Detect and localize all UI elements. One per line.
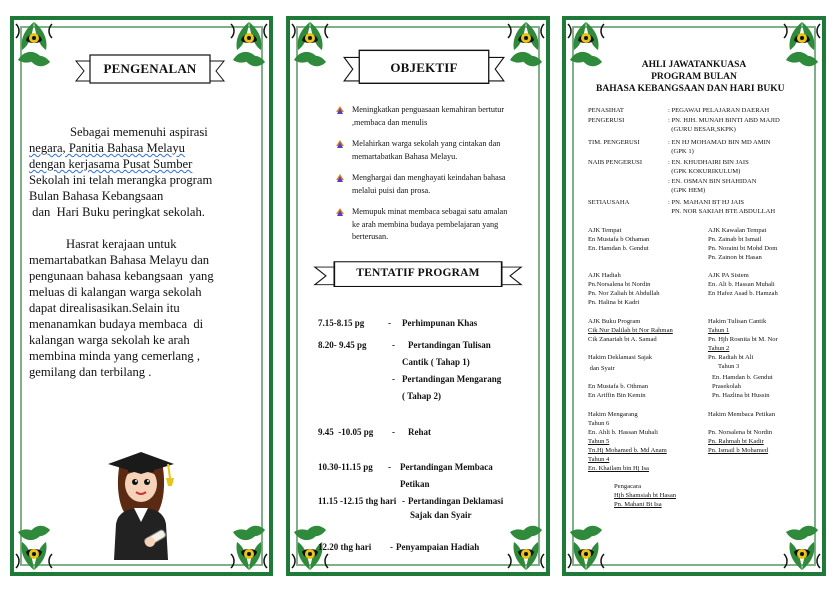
schedule-time: 12.20 thg hari: [318, 542, 372, 552]
committee-entry: En. Hamdan b. Gendut: [712, 374, 773, 381]
intro-line: gemilang dan terbilang .: [29, 365, 152, 379]
ornament-icon: [290, 20, 330, 70]
intro-line: meluas di kalangan warga sekolah: [29, 285, 202, 299]
committee-entry: AJK Kawalan Tempat: [708, 227, 767, 234]
schedule-dash: -: [390, 542, 393, 552]
committee-entry: Tahun 4: [588, 456, 610, 463]
ornament-icon: [14, 522, 54, 572]
committee-entry: Hakim Tulisan Cantik: [708, 318, 767, 325]
ornament-icon: [229, 20, 269, 70]
objective-item: Memupuk minat membaca sebagai satu amalan ke arah membina budaya pembelajaran yang berterusan.: [352, 207, 508, 241]
committee-entry: Hakim Deklamasi Sajak: [588, 354, 653, 361]
committee-entry: En. Ahli b. Hassan Muhali: [588, 429, 658, 436]
intro-line: memartabatkan Bahasa Melayu dan: [29, 253, 210, 267]
committee-entry: En Hafez Asad b. Hamzah: [708, 290, 778, 297]
role-name: : PN. MAHANI BT HJ JAIS: [668, 199, 745, 206]
committee-entry: Pn. Nor Zaliah bt Abdullah: [588, 290, 660, 297]
objective-item: Meningkatkan penguasaan kemahiran bertutur ,membaca dan menulis: [352, 105, 505, 127]
intro-line: Hasrat kerajaan untuk: [66, 237, 177, 251]
committee-entry: Pn. Mahani Bt Isa: [614, 501, 662, 508]
committee-entry: Pn. Hjh Rosnita bt M. Nor: [708, 336, 778, 343]
committee-entry: Hakim Membaca Petikan: [708, 411, 776, 418]
role-name: (GPK 1): [668, 148, 694, 155]
intro-line: Sekolah ini telah merangka program: [29, 173, 213, 187]
schedule-event: Petikan: [400, 479, 430, 489]
objective-item: Menghargai dan menghayati keindahan bahasa melalui puisi dan prosa.: [352, 173, 506, 195]
title-ribbon: [74, 53, 226, 87]
intro-line-text: dengan kerjasama Pusat Sumber: [29, 157, 193, 171]
ornament-icon: [229, 522, 269, 572]
schedule-dash: -: [392, 427, 395, 437]
schedule-event: ( Tahap 2): [402, 391, 442, 401]
panel-title: PENGENALAN: [103, 61, 197, 76]
schedule-ribbon: [312, 260, 524, 290]
committee-entry: Cik Nur Dalilah bt Nor Rahman: [588, 327, 673, 334]
schedule-dash: -: [388, 318, 391, 328]
intro-line: membina minda yang cemerlang ,: [29, 349, 201, 363]
committee-entry: Pn. Noraini bt Mohd Dom: [708, 245, 778, 252]
committee-title: BAHASA KEBANGSAAN DAN HARI BUKU: [596, 84, 785, 94]
schedule-event: Pertandingan Mengarang: [402, 374, 502, 384]
panel-pengenalan: [10, 16, 273, 576]
bullet-icon: [336, 140, 344, 148]
schedule-event: Penyampaian Hadiah: [396, 542, 480, 552]
committee-entry: En. Hamdan b. Gendut: [588, 245, 649, 252]
schedule-time: 11.15 -12.15 thg hari: [318, 496, 397, 506]
role-label: SETIAUSAHA: [588, 199, 630, 206]
committee-entry: Pengacara: [614, 483, 642, 490]
committee-entry: dan Syair: [588, 365, 615, 372]
panel-jawatankuasa: [562, 16, 826, 576]
role-name: : EN. OSMAN BIN SHAHIDAN: [668, 178, 757, 185]
intro-line: dapat direalisasikan.Selain itu: [29, 301, 180, 315]
committee-entry: Pn. Zainab bt Ismail: [708, 236, 762, 243]
committee-entry: Cik Zanariah bt A. Samad: [588, 336, 657, 343]
schedule-time: 9.45 -10.05 pg: [318, 427, 374, 437]
schedule-time: 7.15-8.15 pg: [318, 318, 365, 328]
intro-line: Bulan Bahasa Kebangsaan: [29, 189, 164, 203]
intro-line: Sebagai memenuhi aspirasi: [70, 125, 208, 139]
committee-entry: En. Khailam bin Hj Isa: [588, 465, 649, 472]
committee-entry: En Ariffin Bin Kemin: [588, 392, 646, 399]
committee-entry: Hjh Shamsiah bt Hasan: [614, 492, 677, 499]
intro-line: menanamkan budaya membaca di: [29, 317, 204, 331]
ornament-icon: [566, 522, 606, 572]
committee-entry: AJK PA Sistem: [708, 272, 749, 279]
panel-title: OBJEKTIF: [390, 60, 458, 75]
ornament-icon: [506, 522, 546, 572]
role-label: NAIB PENGERUSI: [588, 159, 643, 166]
committee-entry: Pn. Ismail b Mohamed: [708, 447, 769, 454]
committee-entry: Tn.Hj Mohamed b. Md Anam: [588, 447, 667, 454]
schedule-time: 8.20- 9.45 pg: [318, 340, 367, 350]
ornament-icon: [14, 20, 54, 70]
role-name: : EN. KHUDHAIRI BIN JAIS: [668, 159, 749, 166]
intro-line: pengunaan bahasa kebangsaan yang: [29, 269, 214, 283]
role-label: TIM. PENGERUSI: [588, 139, 640, 146]
committee-entry: AJK Buku Program: [588, 318, 641, 325]
committee-entry: Tahun 2: [708, 345, 730, 352]
committee-entry: AJK Tempat: [588, 227, 622, 234]
schedule-event: Cantik ( Tahap 1): [402, 357, 470, 367]
schedule-dash: -: [392, 374, 395, 384]
committee-entry: En Mustafa b. Othman: [588, 383, 649, 390]
intro-line: [29, 156, 192, 172]
committee-entry: Pn. Halina bt Kadri: [588, 299, 640, 306]
committee-entry: Pn. Zainon bt Hasan: [708, 254, 762, 261]
committee-entry: En Mustafa b Othaman: [588, 236, 650, 243]
committee-entry: Prasekolah: [712, 383, 741, 390]
role-name: : EN HJ MOHAMAD BIN MD AMIN: [668, 139, 771, 146]
role-name: (GURU BESAR,SKPK): [668, 126, 736, 133]
intro-line-text: negara, Panitia Bahasa Melayu: [29, 141, 185, 155]
committee-entry: Pn. Radiah bt Ali: [708, 354, 754, 361]
committee-entry: Tahun 6: [588, 420, 610, 427]
intro-line: [29, 140, 185, 156]
bullet-icon: [336, 106, 344, 114]
schedule-title: TENTATIF PROGRAM: [356, 267, 480, 279]
role-name: (GPK KOKURIKULUM): [668, 168, 741, 175]
committee-entry: Tahun 3: [718, 363, 740, 370]
committee-entry: Pn. Rahmah bt Kadir: [708, 438, 764, 445]
schedule-event: Pertandingan Deklamasi: [408, 496, 504, 506]
role-name: PN. NOR SAKIAH BTE ABDULLAH: [668, 208, 776, 215]
objective-item: Melahirkan warga sekolah yang cintakan dan memartabatkan Bahasa Melayu.: [352, 139, 501, 161]
committee-title: AHLI JAWATANKUASA: [641, 60, 747, 70]
bullet-icon: [336, 174, 344, 182]
schedule-dash: -: [388, 462, 391, 472]
title-ribbon: [342, 48, 506, 88]
schedule-event: Pertandingan Tulisan: [408, 340, 491, 350]
intro-line: dan Hari Buku peringkat sekolah.: [29, 205, 205, 219]
graduate-girl-icon: [106, 442, 176, 562]
committee-entry: En. Ali b. Hassan Muhali: [708, 281, 775, 288]
committee-entry: Hakim Mengarang: [588, 411, 638, 418]
schedule-event: Perhimpunan Khas: [402, 318, 478, 328]
committee-entry: Tahun 1: [708, 327, 730, 334]
role-label: PENGERUSI: [588, 117, 625, 124]
committee-entry: Tahun 5: [588, 438, 610, 445]
ornament-icon: [782, 522, 822, 572]
schedule-dash: -: [392, 340, 395, 350]
role-name: : PN. HJH. MUNAH BINTI ABD MAJID: [668, 117, 780, 124]
intro-line: kalangan warga sekolah ke arah: [29, 333, 190, 347]
committee-entry: Pn. Norsalena bt Nordin: [708, 429, 773, 436]
ornament-icon: [506, 20, 546, 70]
role-label: PENASIHAT: [588, 107, 624, 114]
committee-entry: AJK Hadiah: [588, 272, 621, 279]
schedule-time: 10.30-11.15 pg: [318, 462, 373, 472]
committee-title: PROGRAM BULAN: [651, 72, 737, 82]
schedule-event: Pertandingan Membaca: [400, 462, 493, 472]
panel-objektif: [286, 16, 550, 576]
committee-entry: Pn. Hazlina bt Hussin: [712, 392, 770, 399]
schedule-event: Rehat: [408, 427, 431, 437]
schedule-event: Sajak dan Syair: [410, 510, 472, 520]
role-name: : PEGAWAI PELAJARAN DAERAH: [668, 107, 770, 114]
committee-entry: Pn.Norsalena bt Nordin: [588, 281, 651, 288]
bullet-icon: [336, 208, 344, 216]
schedule-dash: -: [402, 496, 405, 506]
role-name: (GPK HEM): [668, 187, 706, 194]
